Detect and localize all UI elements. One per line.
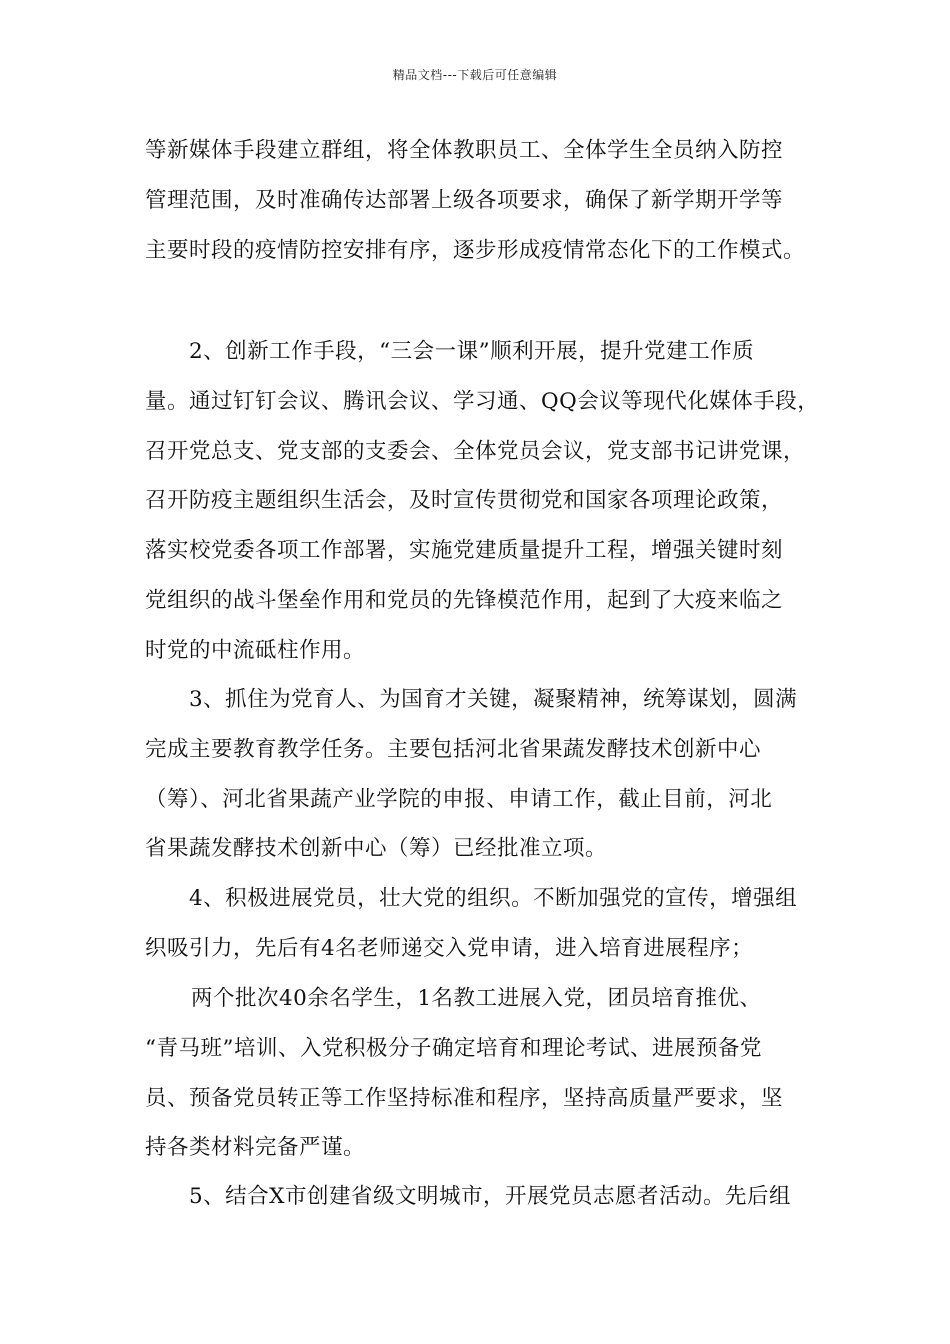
paragraph-item-2 [145, 327, 821, 676]
text-line: 召开防疫主题组织生活会，及时宣传贯彻党和国家各项理论政策， [145, 488, 784, 514]
text-line: 5、结合X市创建省级文明城市，开展党员志愿者活动。先后组 [189, 1184, 791, 1209]
paragraph-item-4-continued [145, 974, 821, 1173]
paragraph-item-3 [145, 675, 821, 874]
text-line: 两个批次40余名学生，1名教工进展入党，团员培育推优、 [191, 986, 762, 1011]
text-line: 落实校党委各项工作部署，实施党建质量提升工程，增强关键时刻 [145, 538, 784, 564]
paragraph-item-5 [145, 1172, 821, 1222]
text-line: 管理范围，及时准确传达部署上级各项要求，确保了新学期开学等 [145, 187, 784, 213]
text-line: 主要时段的疫情防控安排有序，逐步形成疫情常态化下的工作模式。 [145, 237, 806, 263]
text-line: “青马班”培训、入党积极分子确定培育和理论考试、进展预备党 [145, 1035, 762, 1061]
text-line: 2、创新工作手段，“三会一课”顺利开展，提升党建工作质 [189, 339, 755, 364]
page-header: 精品文档---下载后可任意编辑 [392, 68, 558, 82]
paragraph-continuation [145, 126, 821, 275]
text-line: 员、预备党员转正等工作坚持标准和程序，坚持高质量严要求，坚 [145, 1085, 784, 1111]
text-line: 织吸引力，先后有4名老师递交入党申请，进入培育进展程序； [145, 935, 754, 961]
text-line: 4、积极进展党员，壮大党的组织。不断加强党的宣传，增强组 [189, 886, 798, 911]
text-line: 持各类材料完备严谨。 [145, 1135, 366, 1161]
text-line: 3、抓住为党育人、为国育才关键，凝聚精神，统筹谋划，圆满 [189, 687, 798, 712]
paragraph-item-4 [145, 874, 821, 974]
text-line: 召开党总支、党支部的支委会、全体党员会议，党支部书记讲党课， [145, 438, 806, 464]
text-line: 等新媒体手段建立群组，将全体教职员工、全体学生全员纳入防控 [145, 138, 784, 163]
text-line: 完成主要教育教学任务。主要包括河北省果蔬发酵技术创新中心 [145, 736, 762, 762]
text-line: 党组织的战斗堡垒作用和党员的先锋模范作用，起到了大疫来临之 [145, 587, 784, 613]
text-line: 省果蔬发酵技术创新中心（筹）已经批准立项。 [145, 836, 608, 862]
text-line: 量。通过钉钉会议、腾讯会议、学习通、QQ会议等现代化媒体手段， [145, 388, 820, 414]
text-line: 时党的中流砥柱作用。 [145, 637, 366, 663]
text-line: （筹）、河北省果蔬产业学院的申报、申请工作，截止目前，河北 [145, 786, 773, 812]
